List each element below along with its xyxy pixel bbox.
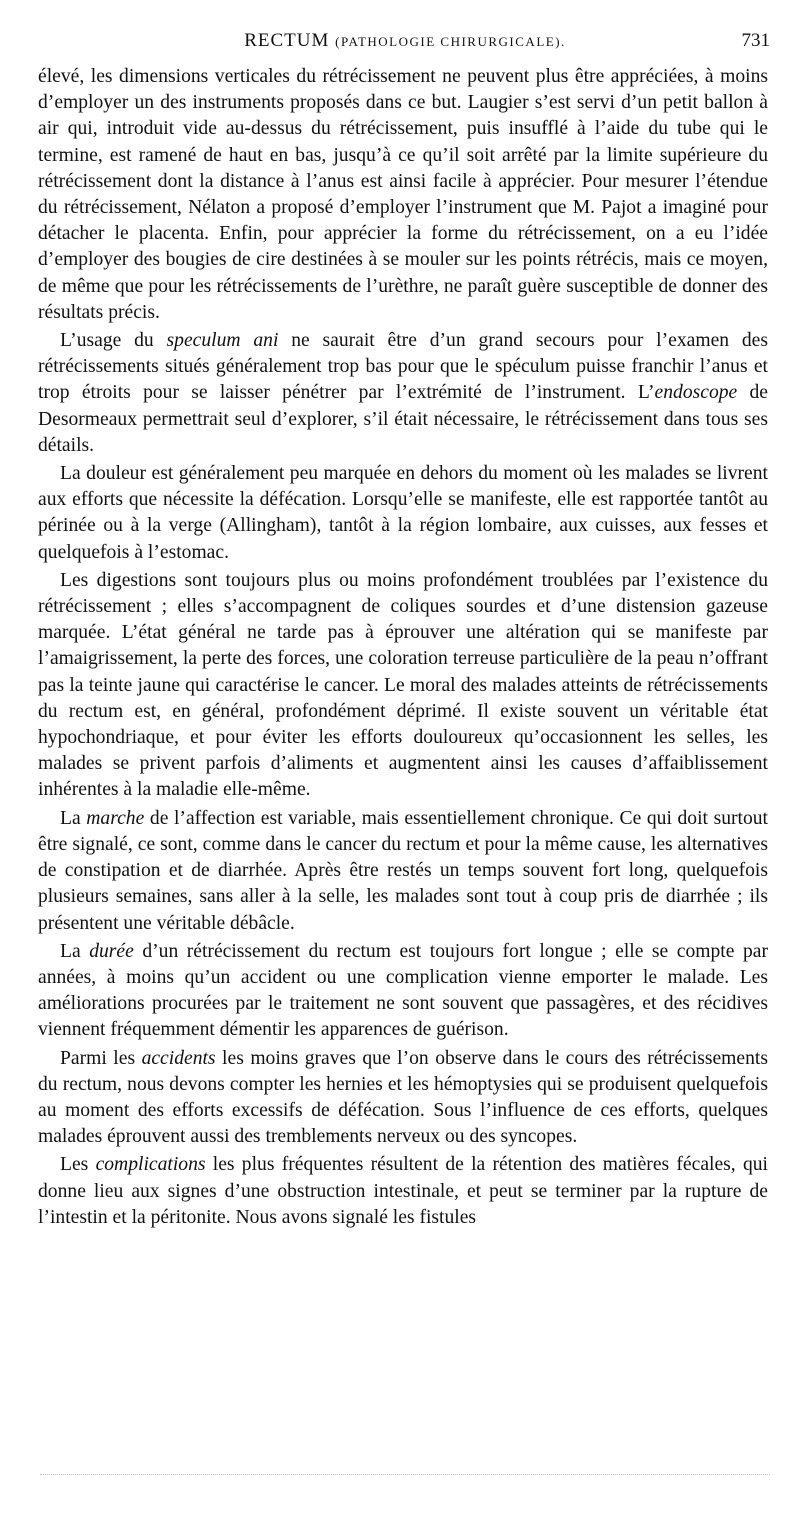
paragraph xyxy=(38,568,768,804)
italic-term: endoscope xyxy=(654,382,738,404)
italic-term: speculum ani xyxy=(166,330,279,352)
text-run: d’un rétrécissement du rectum est toujours fort longue ; elle se compte par années, à moins qu’un accident ou une complication vienne emporter le malade. Les améliorations procurées par le traitement ne sont souvent que passagères, et des récidives viennent fréquemment démentir les apparences de guérison. xyxy=(38,940,768,1041)
running-title-main: RECTUM xyxy=(244,30,330,51)
paragraph xyxy=(38,939,768,1044)
text-run: Les xyxy=(60,1154,96,1176)
paragraph xyxy=(38,328,768,459)
text-run: La xyxy=(60,807,87,829)
italic-term: marche xyxy=(86,807,145,829)
paragraph xyxy=(38,1152,768,1231)
text-run: La douleur est généralement peu marquée en dehors du moment où les malades se livrent aux efforts que nécessite la défécation. Lorsqu’elle se manifeste, elle est rapportée tantôt au périnée ou à la verge (Allingham), tantôt à la région lombaire, aux cuisses, aux fesses et quelquefois à l’estomac. xyxy=(38,463,768,563)
text-run: les plus fréquentes résultent de la rétention des matières fécales, qui donne lieu aux signes d’une obstruction intestinale, et peut se terminer par la rupture de l’intestin et la péritonite. Nous avons signalé les fistules xyxy=(38,1154,768,1228)
running-head xyxy=(40,30,770,58)
paragraph xyxy=(38,461,768,566)
paragraph xyxy=(38,1046,768,1151)
text-run: élevé, les dimensions verticales du rétrécissement ne peuvent plus être appréciées, à moins d’employer un des instruments proposés dans ce but. Laugier s’est servi d’un petit ballon à air qui, introduit vide au-dessus du rétrécissement, puis insufflé à l’aide du tube qui le termine, est ramené de haut en bas, jusqu’à ce qu’il soit arrêté par la limite supérieure du rétrécissement dont la distance à l’anus est ainsi facile à apprécier. Pour mesurer l’étendue du rétrécissement, Nélaton a proposé d’employer l’instrument que M. Pajot a imaginé pour détacher le placenta. Enfin, pour apprécier la forme du rétrécissement, on a eu l’idée d’employer des bougies de cire destinées à se mouler sur les points rétrécis, mais ce moyen, de même que pour les rétrécissements de l’urèthre, ne paraît guère susceptible de donner des résultats précis. xyxy=(38,66,768,323)
text-run: ne saurait être d’un grand secours pour l’examen des rétrécissements situés généralement trop bas pour que le spéculum puisse franchir l’anus et trop étroits pour se laisser pénétrer par l’extrémité de l’instrument. L’ xyxy=(38,330,768,404)
italic-term: complications xyxy=(95,1154,206,1176)
italic-term: durée xyxy=(89,940,134,962)
italic-term: accidents xyxy=(141,1047,216,1069)
text-run: La xyxy=(60,940,90,962)
page-number: 731 xyxy=(741,30,770,51)
text-run: Parmi les xyxy=(60,1047,142,1069)
text-run: les moins graves que l’on observe dans le cours des rétrécissements du rectum, nous devons compter les hernies et les hémoptysies qui se produisent quelquefois au moment des efforts excessifs de défécation. Sous l’influence de ces efforts, quelques malades éprouvent aussi des tremblements nerveux ou des syncopes. xyxy=(38,1047,768,1148)
text-run: L’usage du xyxy=(60,330,167,352)
paragraph xyxy=(38,806,768,937)
footer-rule xyxy=(40,1474,770,1475)
running-title xyxy=(40,30,770,52)
body-text xyxy=(38,64,768,1231)
text-run: Les digestions sont toujours plus ou moins profondément troublées par l’existence du rétrécissement ; elles s’accompagnent de coliques sourdes et d’une distension gazeuse marquée. L’état général ne tarde pas à éprouver une altération qui se manifeste par l’amaigrissement, la perte des forces, une coloration terreuse particulière de la peau n’offrant pas la teinte jaune qui caractérise le cancer. Le moral des malades atteints de rétrécissements du rectum est, en général, profondément déprimé. Il existe souvent un véritable état hypochondriaque, et pour éviter les efforts douloureux qu’occasionnent les selles, les malades se privent parfois d’aliments et augmentent ainsi les causes d’affaiblissement inhérentes à la maladie elle-même. xyxy=(38,569,768,801)
running-title-subtitle: (PATHOLOGIE CHIRURGICALE). xyxy=(335,34,566,49)
paragraph xyxy=(38,64,768,326)
text-run: de l’affection est variable, mais essentiellement chronique. Ce qui doit surtout être signalé, ce sont, comme dans le cancer du rectum et pour la même cause, les alternatives de constipation et de diarrhée. Après être restés un temps souvent fort long, quelquefois plusieurs semaines, sans aller à la selle, les malades sont tout à coup pris de diarrhée ; ils présentent une véritable débâcle. xyxy=(38,807,768,934)
text-run: de Desormeaux permettrait seul d’explorer, s’il était nécessaire, le rétrécissement dans tous ses détails. xyxy=(38,382,768,456)
